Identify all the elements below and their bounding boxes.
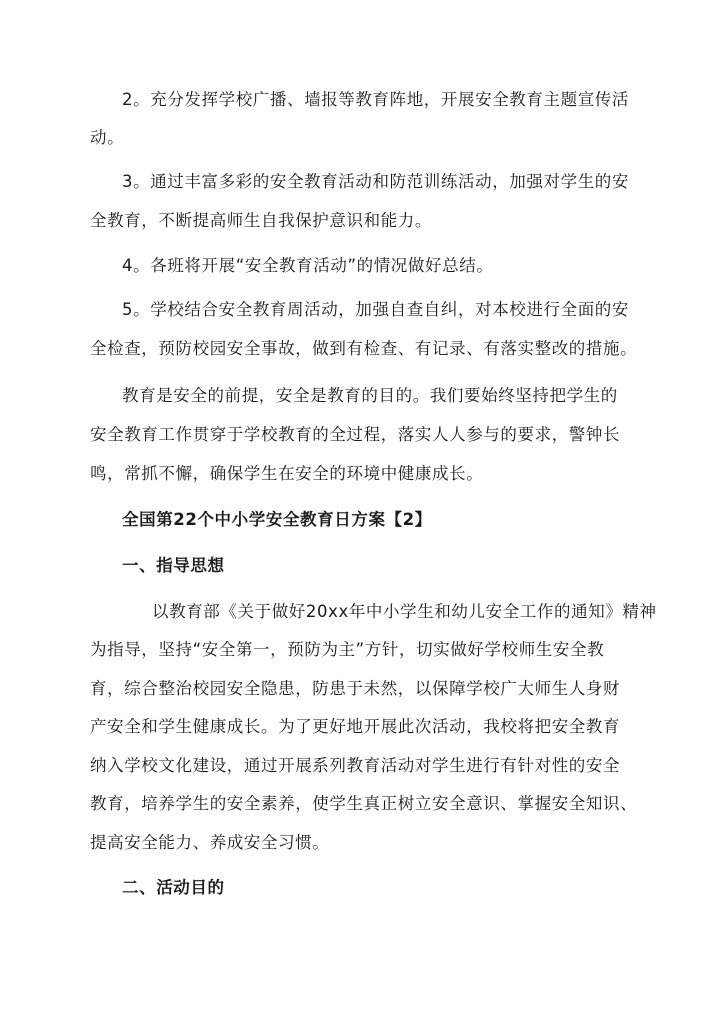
section-heading: 二、活动目的 — [122, 878, 225, 897]
paragraph-line: 安全教育工作贯穿于学校教育的全过程，落实人人参与的要求，警钟长 — [90, 425, 621, 444]
paragraph-line: 2。充分发挥学校广播、墙报等教育阵地，开展安全教育主题宣传活 — [122, 90, 629, 109]
paragraph-line: 动。 — [90, 128, 125, 147]
paragraph-line: 4。各班将开展“安全教育活动”的情况做好总结。 — [122, 256, 494, 275]
paragraph-line: 鸣，常抓不懈，确保学生在安全的环境中健康成长。 — [90, 464, 484, 483]
paragraph-line: 教育是安全的前提，安全是教育的目的。我们要始终坚持把学生的 — [122, 386, 618, 405]
paragraph-line: 全教育，不断提高师生自我保护意识和能力。 — [90, 211, 432, 230]
section-heading: 一、指导思想 — [122, 556, 225, 575]
paragraph-line: 教育，培养学生的安全素养，使学生真正树立安全意识、掌握安全知识、 — [90, 794, 638, 813]
paragraph-line: 提高安全能力、养成安全习惯。 — [90, 833, 330, 852]
paragraph-line: 全检查，预防校园安全事故，做到有检查、有记录、有落实整改的措施。 — [90, 339, 638, 358]
paragraph-line: 以教育部《关于做好20xx年中小学生和幼儿安全工作的通知》精神 — [152, 602, 657, 621]
paragraph-line: 3。通过丰富多彩的安全教育活动和防范训练活动，加强对学生的安 — [122, 172, 629, 191]
paragraph-line: 产安全和学生健康成长。为了更好地开展此次活动，我校将把安全教育 — [90, 717, 621, 736]
paragraph-line: 纳入学校文化建设，通过开展系列教育活动对学生进行有针对性的安全 — [90, 756, 621, 775]
paragraph-line: 为指导，坚持“安全第一，预防为主”方针，切实做好学校师生安全教 — [90, 640, 605, 659]
paragraph-line: 育，综合整治校园安全隐患，防患于未然，以保障学校广大师生人身财 — [90, 679, 621, 698]
section-title: 全国第22个中小学安全教育日方案【2】 — [122, 510, 432, 529]
paragraph-line: 5。学校结合安全教育周活动，加强自查自纠，对本校进行全面的安 — [122, 300, 629, 319]
